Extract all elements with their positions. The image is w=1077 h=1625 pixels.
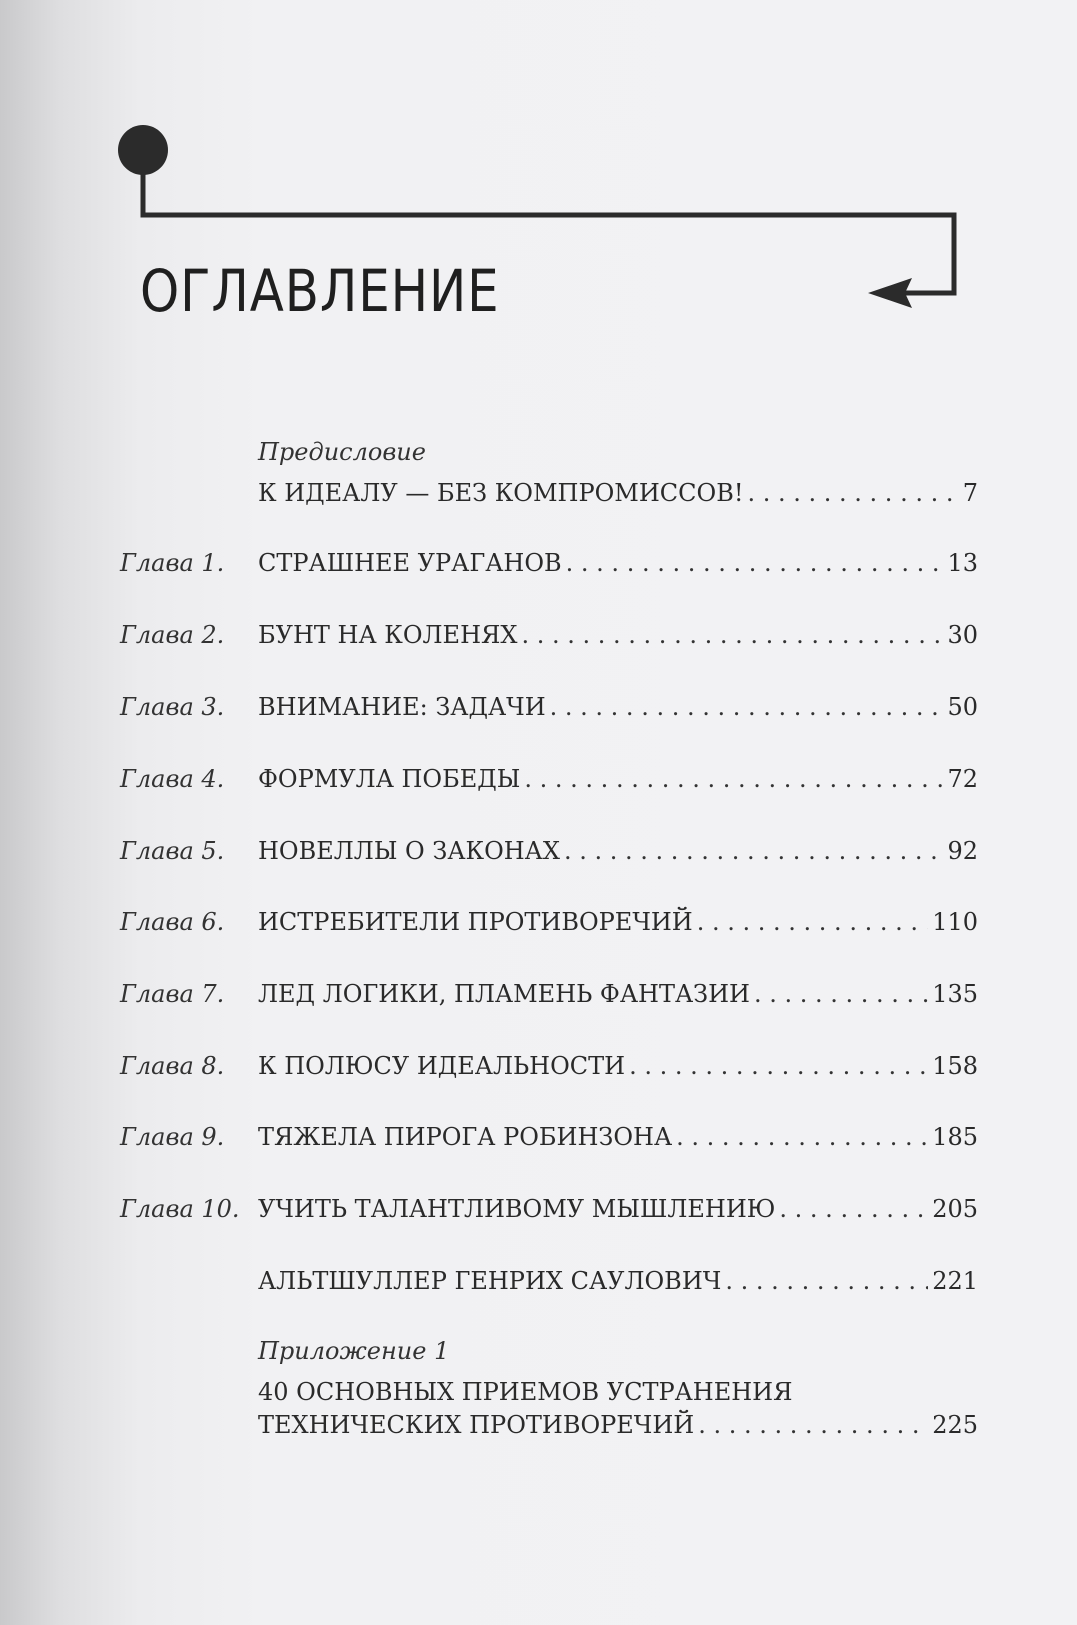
chapter-label: Глава 7. xyxy=(120,980,225,1008)
toc-line xyxy=(258,1051,978,1081)
chapter-label: Глава 5. xyxy=(120,837,225,865)
chapter-label: Глава 1. xyxy=(120,549,225,577)
toc-line xyxy=(258,692,978,722)
toc-line xyxy=(258,620,978,650)
page-number: 30 xyxy=(947,621,978,649)
entry-title: ВНИМАНИЕ: ЗАДАЧИ xyxy=(258,693,546,721)
chapter-label: Глава 9. xyxy=(120,1123,225,1151)
toc-line xyxy=(258,907,978,937)
entry-title-line: 40 ОСНОВНЫХ ПРИЕМОВ УСТРАНЕНИЯ xyxy=(258,1378,793,1406)
page-number: 50 xyxy=(947,693,978,721)
entry-title: ЛЕД ЛОГИКИ, ПЛАМЕНЬ ФАНТАЗИИ xyxy=(258,980,750,1008)
page-number: 158 xyxy=(932,1052,978,1080)
dot-leader xyxy=(566,548,944,578)
dot-leader xyxy=(676,1122,928,1152)
entry-title: ТЕХНИЧЕСКИХ ПРОТИВОРЕЧИЙ xyxy=(258,1411,695,1439)
dot-leader xyxy=(521,620,943,650)
dot-leader xyxy=(698,1410,928,1440)
dot-leader xyxy=(564,836,944,866)
entry-title: СТРАШНЕЕ УРАГАНОВ xyxy=(258,549,562,577)
page-number: 72 xyxy=(947,765,978,793)
toc-line xyxy=(258,478,978,508)
chapter-label: Глава 10. xyxy=(120,1195,240,1223)
appendix-label: Приложение 1 xyxy=(258,1337,450,1365)
entry-title: ИСТРЕБИТЕЛИ ПРОТИВОРЕЧИЙ xyxy=(258,908,693,936)
toc-line xyxy=(258,979,978,1009)
page-number: 13 xyxy=(947,549,978,577)
page-number: 221 xyxy=(932,1267,978,1295)
page-number: 185 xyxy=(932,1123,978,1151)
page-number: 7 xyxy=(962,479,978,507)
toc-line xyxy=(258,836,978,866)
toc-line xyxy=(258,1410,978,1440)
toc-line xyxy=(258,1122,978,1152)
dot-leader xyxy=(629,1051,928,1081)
page-number: 225 xyxy=(932,1411,978,1439)
chapter-label: Глава 2. xyxy=(120,621,225,649)
page-number: 205 xyxy=(932,1195,978,1223)
dot-leader xyxy=(779,1194,928,1224)
entry-title: УЧИТЬ ТАЛАНТЛИВОМУ МЫШЛЕНИЮ xyxy=(258,1195,776,1223)
chapter-label: Глава 4. xyxy=(120,765,225,793)
entry-title: К ПОЛЮСУ ИДЕАЛЬНОСТИ xyxy=(258,1052,626,1080)
chapter-label: Глава 8. xyxy=(120,1052,225,1080)
toc-line xyxy=(258,764,978,794)
entry-title: АЛЬТШУЛЛЕР ГЕНРИХ САУЛОВИЧ xyxy=(258,1267,722,1295)
dot-leader xyxy=(524,764,943,794)
chapter-label: Глава 6. xyxy=(120,908,225,936)
toc-line xyxy=(258,1266,978,1296)
page-title: ОГЛАВЛЕНИЕ xyxy=(140,257,500,325)
entry-title: НОВЕЛЛЫ О ЗАКОНАХ xyxy=(258,837,560,865)
entry-title: ФОРМУЛА ПОБЕДЫ xyxy=(258,765,521,793)
entry-title: ТЯЖЕЛА ПИРОГА РОБИНЗОНА xyxy=(258,1123,673,1151)
dot-leader xyxy=(697,907,928,937)
dot-leader xyxy=(747,478,958,508)
toc-line xyxy=(258,1194,978,1224)
dot-leader xyxy=(550,692,944,722)
entry-title: К ИДЕАЛУ — БЕЗ КОМПРОМИССОВ! xyxy=(258,479,744,507)
preface-label: Предисловие xyxy=(258,438,426,466)
dot-leader xyxy=(754,979,928,1009)
toc-line xyxy=(258,548,978,578)
entry-title: БУНТ НА КОЛЕНЯХ xyxy=(258,621,518,649)
page-number: 135 xyxy=(932,980,978,1008)
chapter-label: Глава 3. xyxy=(120,693,225,721)
dot-leader xyxy=(725,1266,928,1296)
page-number: 92 xyxy=(947,837,978,865)
page-number: 110 xyxy=(932,908,978,936)
